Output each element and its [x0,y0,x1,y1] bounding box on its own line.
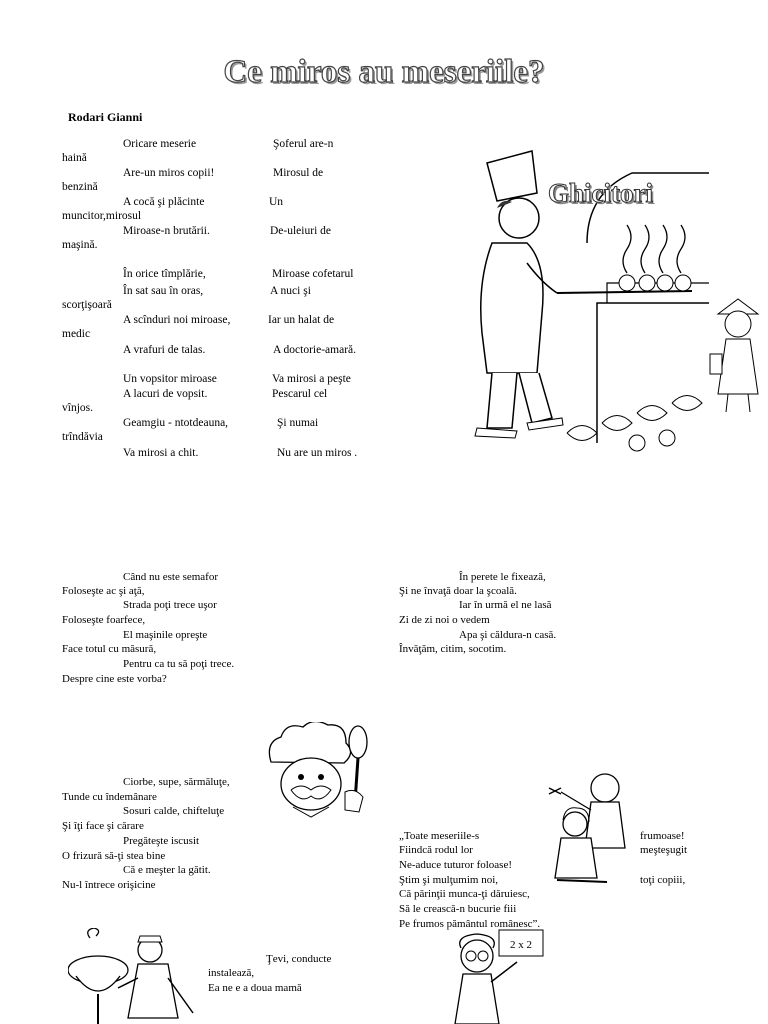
riddle-line: Ţevi, conducte [266,953,332,965]
riddle-line: Când nu este semafor [123,571,218,583]
ghicitori-heading: Ghicitori [548,178,653,208]
closing-line: „Toate meseriile-s [399,830,480,842]
poem-line: Iar un halat de [268,314,335,326]
riddle-line: Face totul cu măsură, [62,643,157,655]
riddle-line: instalează, [208,967,255,979]
poem-line: A lacuri de vopsit. [123,388,208,400]
poem-line: În sat sau în oras, [123,285,204,297]
author-name: Rodari Gianni [68,110,143,124]
riddle-line: Zi de zi noi o vedem [399,614,490,626]
closing-line: frumoase! [640,830,685,842]
poem-line: trîndăvia [62,431,103,443]
riddle-line: El maşinile opreşte [123,629,208,641]
riddle-line: O frizură să-ţi stea bine [62,850,166,862]
poem-line: Miroase-n brutării. [123,225,210,237]
poem-line: Un vopsitor miroase [123,373,217,385]
riddle-line: Şi ne învaţă doar la şcoală. [399,585,517,597]
hairdresser-illustration [547,768,639,886]
riddle-line: Şi îţi face şi cărare [62,820,144,832]
closing-line: Ne-aduce tuturor foloase! [399,859,513,871]
poem-line: A cocă şi plăcinte [123,196,205,208]
riddle-line: Iar în urmă el ne lasă [459,599,552,611]
riddle-line: Foloseşte foarfece, [62,614,146,626]
riddle-line: Că e meşter la gătit. [123,864,211,876]
poem-line: A scînduri noi miroase, [123,314,231,326]
poem-line: De-uleiuri de [270,225,331,237]
poem-line: medic [62,328,91,340]
closing-line: meşteşugit [640,844,688,856]
closing-line: Fiindcă rodul lor [399,844,473,856]
riddle-line: Pregăteşte iscusit [123,835,200,847]
poem-line: scorţişoară [62,299,112,311]
poem-line: Şoferul are-n [273,138,334,150]
riddle-line: Ea ne e a doua mamă [208,982,302,994]
riddle-line: Pentru ca tu să poţi trece. [123,658,235,670]
plumber-illustration [68,928,200,1024]
poem-line: Mirosul de [273,167,324,179]
riddle-line: În perete le fixează, [459,571,546,583]
riddle-line: Apa şi căldura-n casă. [459,629,557,641]
riddle-line: Învăţăm, citim, socotim. [399,643,507,655]
teacher-illustration [447,928,545,1024]
poem-line: A doctorie-amară. [273,344,357,356]
poem-line: Pescarul cel [272,388,328,400]
riddle-line: Despre cine este vorba? [62,673,167,685]
poem-line: A vrafuri de talas. [123,344,206,356]
closing-line: Ştim şi mulţumim noi, [399,874,499,886]
poem-line: În orice tîmplărie, [123,268,206,280]
riddle-line: Foloseşte ac şi aţă, [62,585,145,597]
chalkboard-text: 2 x 2 [510,939,532,951]
poem-line: Va mirosi a peşte [272,373,351,385]
riddle-line: Strada poţi trece uşor [123,599,217,611]
poem-line: Geamgiu - ntotdeauna, [123,417,229,429]
closing-line: Că părinţii munca-ţi dăruiesc, [399,888,530,900]
poem-line: maşină. [62,239,98,251]
riddle-line: Sosuri calde, chifteluţe [123,805,225,817]
chef-illustration [263,722,381,820]
poem-line: muncitor,mirosul [62,210,142,222]
poem-line: Va mirosi a chit. [123,447,199,459]
poem-line: haină [62,152,87,164]
poem-line: vînjos. [62,402,93,414]
page-title: Ce miros au meseriile? [223,54,545,90]
poem-line: Are-un miros copii! [123,167,215,179]
poem-line: Nu are un miros . [277,447,358,459]
closing-line: toţi copiii, [640,874,686,886]
closing-line: Pe frumos pământul românesc”. [399,918,541,930]
closing-line: Să le crească-n bucurie fiii [399,903,517,915]
riddle-line: Tunde cu îndemânare [62,791,157,803]
poem-line: Un [269,196,284,208]
poem-line: Şi numai [277,417,319,429]
poem-line: benzină [62,181,98,193]
poem-line: Oricare meserie [123,138,197,150]
poem-line: Miroase cofetarul [272,268,354,280]
girl-illustration [708,294,768,414]
riddle-line: Ciorbe, supe, sărmăluţe, [123,776,230,788]
riddle-line: Nu-l întrece orişicine [62,879,156,891]
poem-line: A nuci şi [270,285,311,297]
